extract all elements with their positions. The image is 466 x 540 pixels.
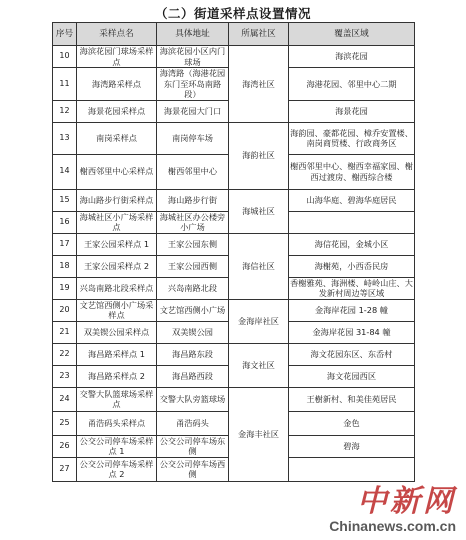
sampling-point-name: 公交公司停车场采样点 2 xyxy=(77,457,157,481)
sampling-point-name: 海湾路采样点 xyxy=(77,68,157,101)
row-number: 15 xyxy=(53,189,77,211)
address: 海昌路西段 xyxy=(157,365,229,387)
table-row xyxy=(53,46,415,68)
address: 海城社区办公楼旁小广场 xyxy=(157,211,229,233)
coverage-area: 海港花园、邻里中心二期 xyxy=(289,68,415,101)
table-row xyxy=(53,343,415,365)
sampling-points-table xyxy=(52,22,415,482)
address: 海湾路（海港花园东门至环岛南路段） xyxy=(157,68,229,101)
coverage-area: 香榭雅苑、海洲楼、峙岭山庄、大发新村周边等区域 xyxy=(290,277,413,298)
address: 海昌路东段 xyxy=(157,343,229,365)
row-number: 16 xyxy=(53,211,77,233)
watermark-logo-text: 中新网 xyxy=(357,484,456,519)
watermark xyxy=(329,486,456,534)
address: 公交公司停车场西侧 xyxy=(157,457,229,481)
coverage-area: 海文花园西区 xyxy=(289,365,415,387)
row-number: 22 xyxy=(53,343,77,365)
watermark-url: Chinanews.com.cn xyxy=(329,518,456,534)
address: 海景花园大门口 xyxy=(157,100,229,122)
table-row xyxy=(53,299,415,321)
address: 公交公司停车场东侧 xyxy=(157,435,229,457)
row-number: 27 xyxy=(53,457,77,481)
coverage-area: 王樹新村、和美佳苑居民 xyxy=(289,387,415,411)
header-cell: 所属社区 xyxy=(229,23,289,46)
coverage-area: 榭西邻里中心、榭西幸福家园、榭西过渡房、榭西综合楼 xyxy=(289,154,415,189)
sampling-point-name: 海山路步行街采样点 xyxy=(77,189,157,211)
coverage-area: 海韵园、豪都花园、樟乔安置楼、南岗商贸楼、行政商务区 xyxy=(289,122,415,154)
sampling-point-name: 海昌路采样点 2 xyxy=(77,365,157,387)
coverage-area: 金海岸花园 1-28 幢 xyxy=(289,299,415,321)
row-number: 21 xyxy=(53,321,77,343)
row-number: 13 xyxy=(53,122,77,154)
sampling-point-name: 文艺馆西侧小广场采样点 xyxy=(77,299,157,321)
sampling-point-name: 榭西邻里中心采样点 xyxy=(77,154,157,189)
community: 海城社区 xyxy=(229,189,289,233)
coverage-area: 碧海 xyxy=(289,435,415,457)
row-number: 19 xyxy=(53,277,77,299)
sampling-point-name: 海滨花园门球场采样点 xyxy=(77,46,157,68)
table-row xyxy=(53,387,415,411)
sampling-point-name: 双美锲公园采样点 xyxy=(77,321,157,343)
coverage-area: 海滨花园 xyxy=(289,46,415,68)
row-number: 24 xyxy=(53,387,77,411)
table-row xyxy=(53,233,415,255)
row-number: 20 xyxy=(53,299,77,321)
address: 文艺馆西侧小广场 xyxy=(157,299,229,321)
coverage-area: 海景花园 xyxy=(289,100,415,122)
community: 海信社区 xyxy=(229,233,289,299)
address: 王家公园西侧 xyxy=(157,255,229,277)
sampling-point-name: 海城社区小广场采样点 xyxy=(77,211,157,233)
address: 王家公园东侧 xyxy=(157,233,229,255)
coverage-area: 金海岸花园 31-84 幢 xyxy=(289,321,415,343)
community: 海韵社区 xyxy=(229,122,289,189)
coverage-area: 海信花园，金城小区 xyxy=(289,233,415,255)
sampling-point-name: 兴岛南路北段采样点 xyxy=(77,277,157,299)
row-number: 10 xyxy=(53,46,77,68)
row-number: 23 xyxy=(53,365,77,387)
community: 海湾社区 xyxy=(229,46,289,123)
address: 交警大队旁篮球场 xyxy=(157,387,229,411)
sampling-point-name: 公交公司停车场采样点 1 xyxy=(77,435,157,457)
sampling-point-name: 王家公园采样点 1 xyxy=(77,233,157,255)
header-cell: 序号 xyxy=(53,23,77,46)
coverage-area xyxy=(289,457,415,481)
address: 双美锲公园 xyxy=(157,321,229,343)
address: 兴岛南路北段 xyxy=(157,277,229,299)
coverage-area: 金色 xyxy=(289,411,415,435)
community: 金海丰社区 xyxy=(229,387,289,481)
coverage-area: 海文花园东区、东岙村 xyxy=(289,343,415,365)
table-row xyxy=(53,189,415,211)
sampling-point-name: 海景花园采样点 xyxy=(77,100,157,122)
coverage-area: 山海华庭、碧海华庭居民 xyxy=(289,189,415,211)
community: 金海岸社区 xyxy=(229,299,289,343)
header-cell: 具体地址 xyxy=(157,23,229,46)
row-number: 25 xyxy=(53,411,77,435)
address: 南岗停车场 xyxy=(157,122,229,154)
table-header-row xyxy=(53,23,415,46)
sampling-point-name: 南岗采样点 xyxy=(77,122,157,154)
row-number: 26 xyxy=(53,435,77,457)
page-title: （二）街道采样点设置情况 xyxy=(154,6,311,21)
row-number: 14 xyxy=(53,154,77,189)
sampling-point-name: 交警大队篮球场采样点 xyxy=(77,387,157,411)
address: 海滨花园小区内门球场 xyxy=(157,46,229,68)
header-cell: 采样点名 xyxy=(77,23,157,46)
table-body xyxy=(53,46,415,482)
community: 海文社区 xyxy=(229,343,289,387)
row-number: 11 xyxy=(53,68,77,101)
row-number: 18 xyxy=(53,255,77,277)
sampling-point-name: 甬浩码头采样点 xyxy=(77,411,157,435)
coverage-area xyxy=(289,211,415,233)
address: 榭西邻里中心 xyxy=(157,154,229,189)
address: 海山路步行街 xyxy=(157,189,229,211)
row-number: 12 xyxy=(53,100,77,122)
table-row xyxy=(53,122,415,154)
coverage-area: 海榭苑，小西岙民房 xyxy=(289,255,415,277)
address: 甬浩码头 xyxy=(157,411,229,435)
sampling-point-name: 海昌路采样点 1 xyxy=(77,343,157,365)
row-number: 17 xyxy=(53,233,77,255)
sampling-point-name: 王家公园采样点 2 xyxy=(77,255,157,277)
header-cell: 覆盖区域 xyxy=(289,23,415,46)
